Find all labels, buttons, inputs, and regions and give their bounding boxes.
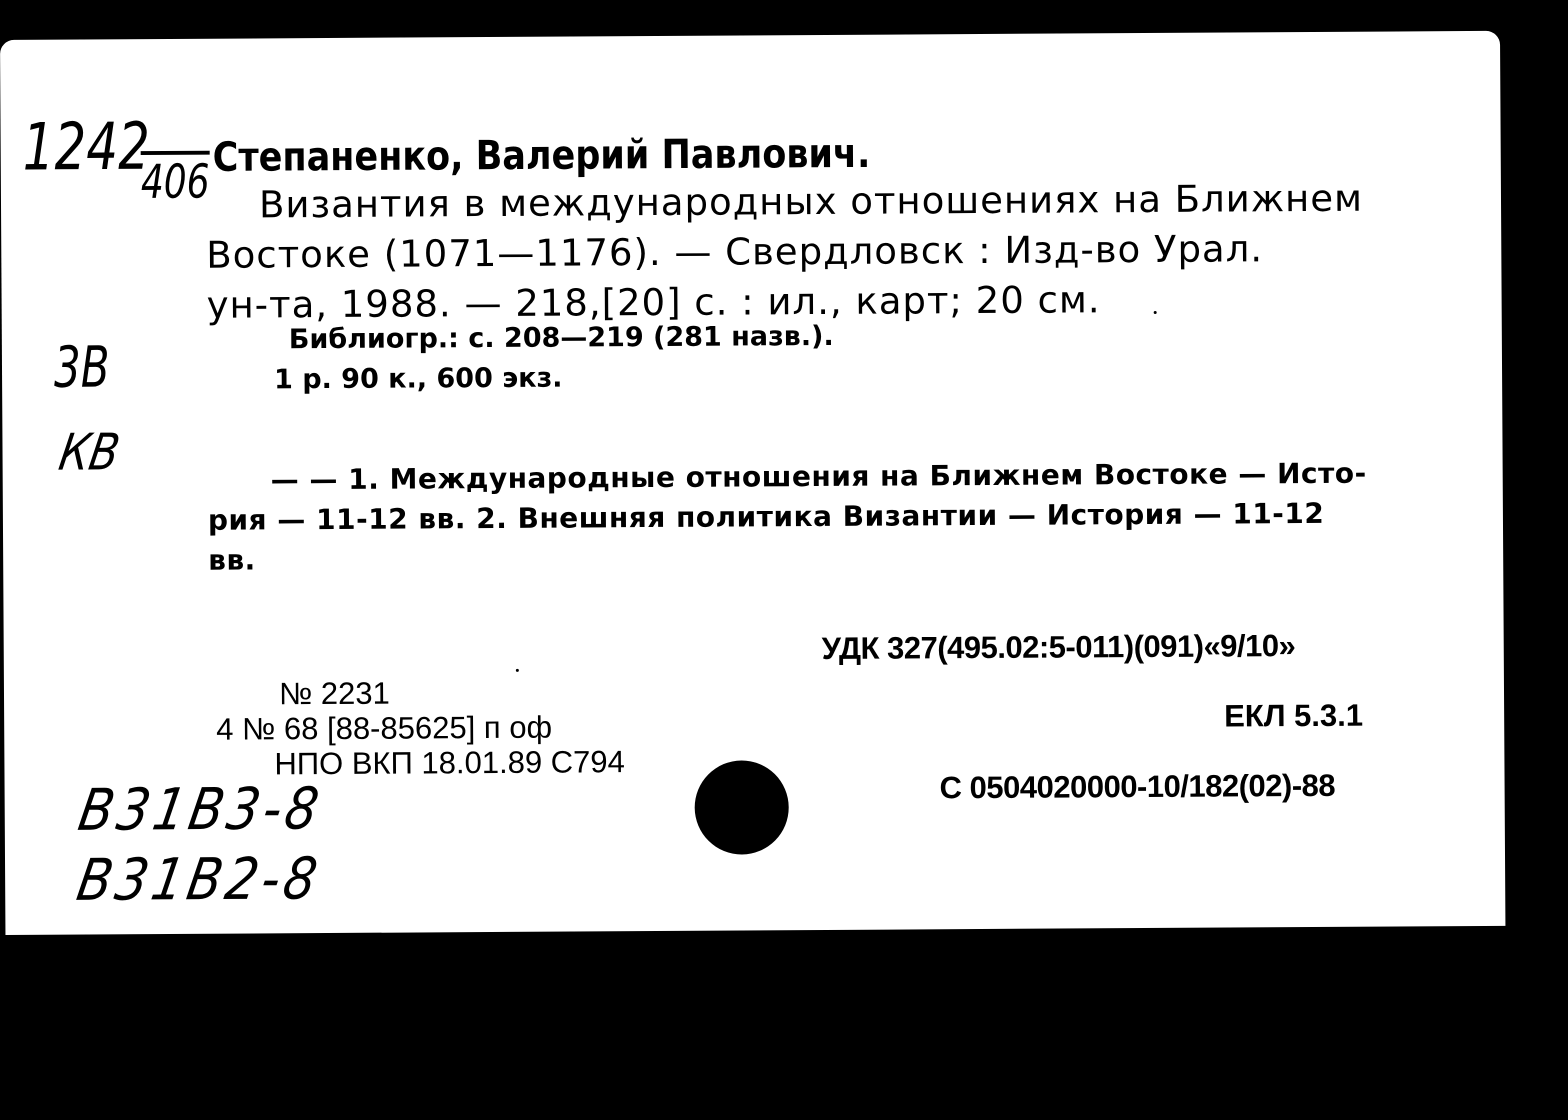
punch-hole <box>694 760 789 855</box>
handwritten-call-number-sub: 406 <box>141 151 210 207</box>
price-circulation: 1 р. 90 к., 600 экз. <box>273 362 563 396</box>
print-publisher: НПО ВКП 18.01.89 С794 <box>274 744 625 782</box>
title-line-3: ун-та, 1988. — 218,[20] с. : ил., карт; 20 см. <box>206 278 1101 327</box>
subjects-line-1: — — 1. Международные отношения на Ближнем Востоке — Исто- <box>270 456 1367 497</box>
bibliography-note: Библиогр.: с. 208—219 (281 назв.). <box>288 320 834 356</box>
catalog-code: С 0504020000-10/182(02)-88 <box>939 767 1336 806</box>
catalog-card <box>0 31 1505 935</box>
print-order: 4 № 68 [88-85625] п оф <box>216 709 553 747</box>
udk-code: УДК 327(495.02:5-011)(091)«9/10» <box>821 628 1296 666</box>
handwritten-call-number: 1242 <box>22 108 151 186</box>
handwritten-code-2: В31В2-8 <box>72 845 326 914</box>
speck <box>516 669 519 672</box>
print-number: № 2231 <box>278 675 390 712</box>
speck <box>1154 311 1157 314</box>
handwritten-mark-kv: КВ <box>55 422 124 482</box>
subjects-line-2: рия — 11-12 вв. 2. Внешняя политика Византии — История — 11-12 <box>207 496 1325 537</box>
ekl-code: ЕКЛ 5.3.1 <box>1224 697 1364 734</box>
handwritten-mark-3v: 3В <box>53 333 110 401</box>
subjects-line-3: вв. <box>208 543 256 577</box>
title-line-2: Востоке (1071—1176). — Свердловск : Изд-во Урал. <box>206 227 1264 277</box>
handwritten-code-1: В31В3-8 <box>73 775 328 844</box>
author-heading: Степаненко, Валерий Павлович. <box>212 131 871 182</box>
title-line-1: Византия в международных отношениях на Ближнем <box>258 176 1364 227</box>
